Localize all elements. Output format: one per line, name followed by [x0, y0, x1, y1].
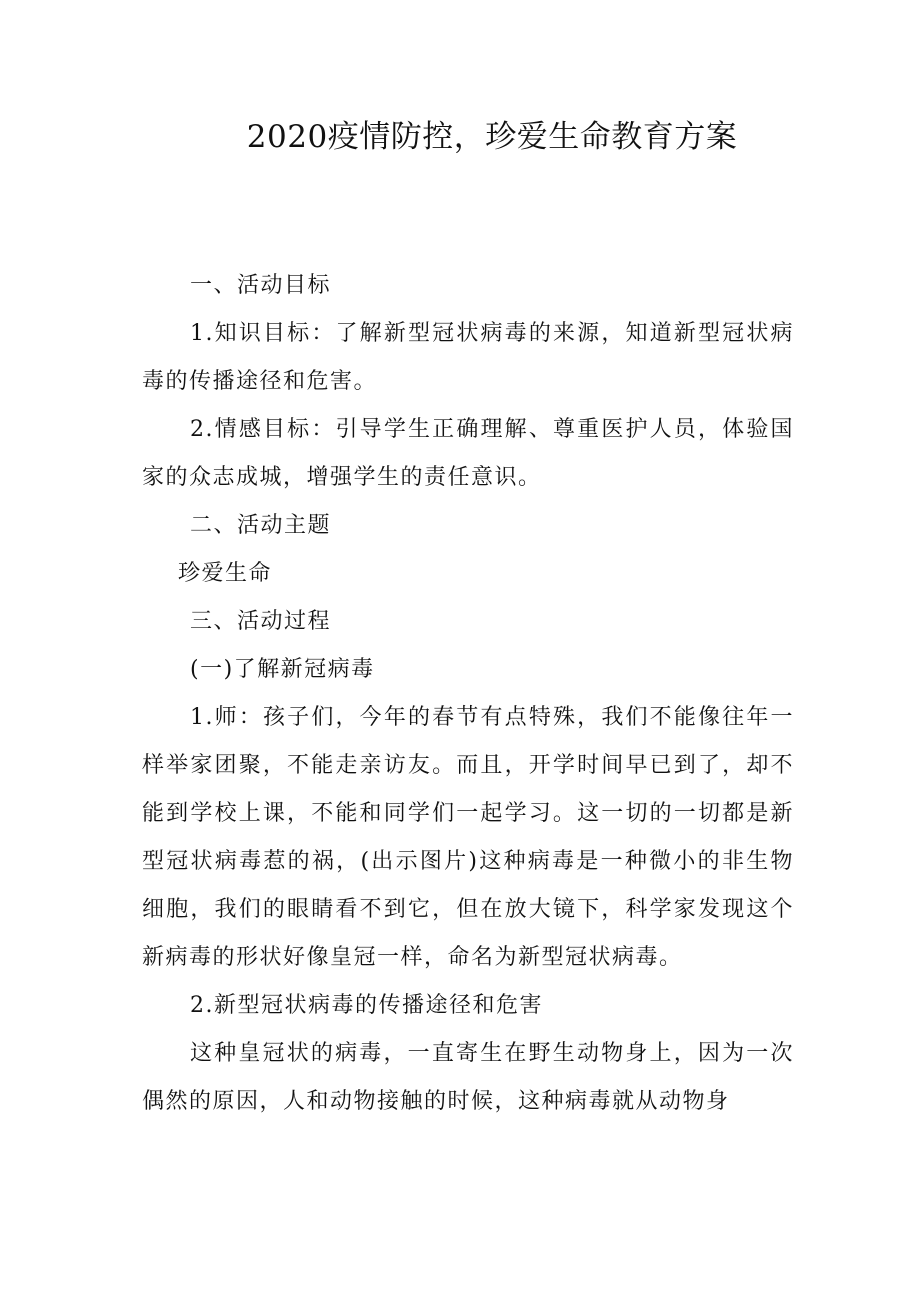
paragraph-emotion-goal: 2.情感目标：引导学生正确理解、尊重医护人员，体验国家的众志成城，增强学生的责任意识。	[142, 417, 794, 490]
paragraph-theme: 珍爱生命	[178, 561, 273, 586]
paragraph-teacher-intro: 1.师：孩子们，今年的春节有点特殊，我们不能像往年一样举家团聚，不能走亲访友。而且，开学时间早已到了，却不能到学校上课，不能和同学们一起学习。这一切的一切都是新型冠状病毒惹的祸，(出示图片)这种病毒是一种微小的非生物细胞，我们的眼睛看不到它，但在放大镜下，科学家发现这个新病毒的形状好像皇冠一样，命名为新型冠状病毒。	[142, 705, 794, 970]
subsection-heading-virus: (一)了解新冠病毒	[190, 657, 375, 682]
document-title: 2020疫情防控，珍爱生命教育方案	[246, 119, 738, 155]
paragraph-transmission: 这种皇冠状的病毒，一直寄生在野生动物身上，因为一次偶然的原因，人和动物接触的时候，这种病毒就从动物身	[142, 1041, 794, 1114]
paragraph-knowledge-goal: 1.知识目标：了解新型冠状病毒的来源，知道新型冠状病毒的传播途径和危害。	[142, 321, 794, 394]
document-body	[142, 262, 794, 1126]
section-heading-theme: 二、活动主题	[190, 513, 332, 538]
section-heading-process: 三、活动过程	[190, 609, 332, 634]
subsection-heading-transmission: 2.新型冠状病毒的传播途径和危害	[190, 993, 543, 1018]
section-heading-goals: 一、活动目标	[190, 273, 332, 298]
